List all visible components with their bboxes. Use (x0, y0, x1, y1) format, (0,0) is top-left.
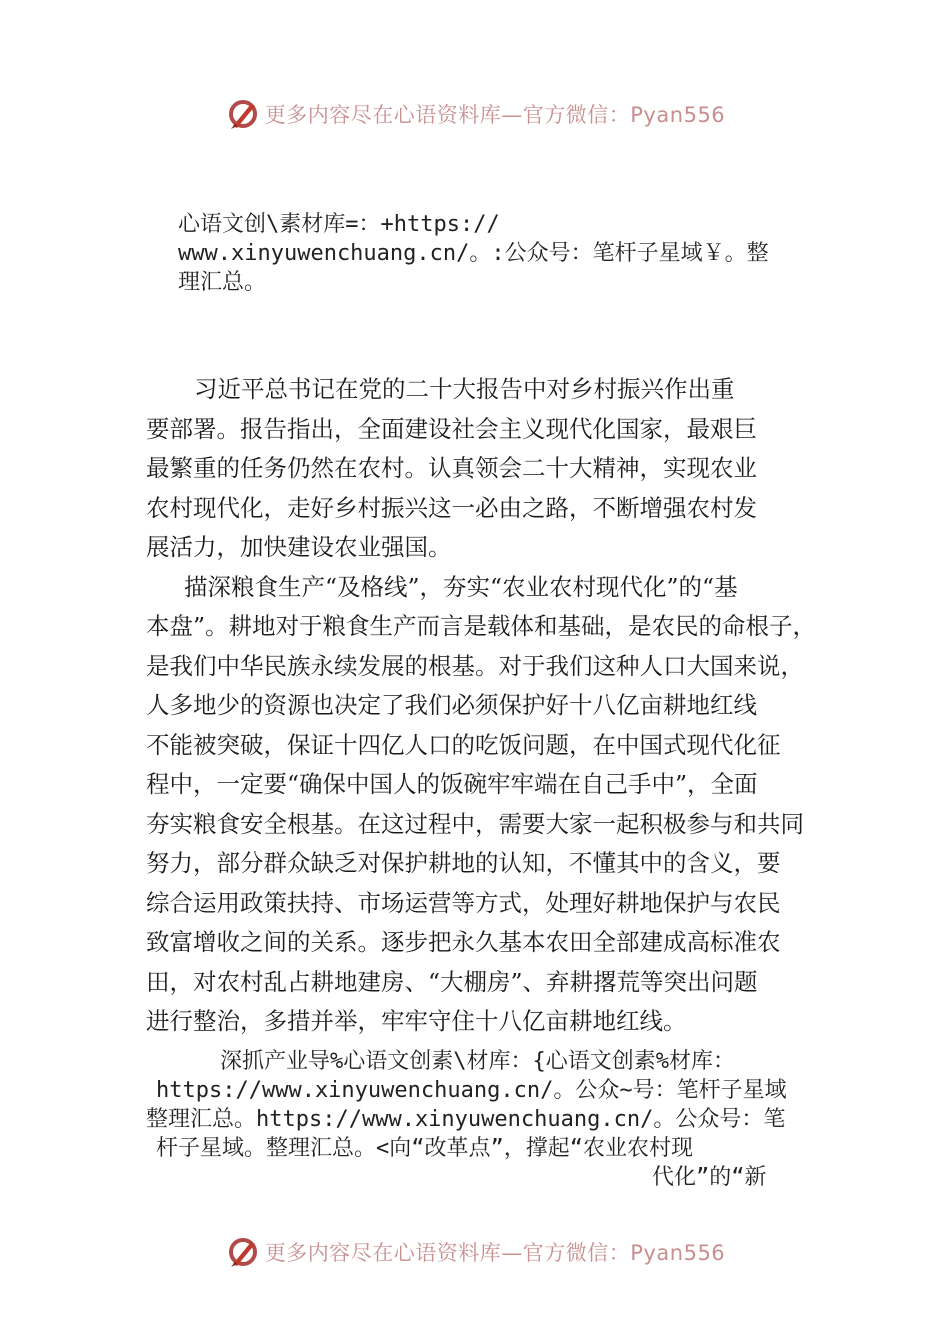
mixed-line: 杆子星域。整理汇总。<向“改革点”，撑起“农业农村现 (156, 1136, 693, 1161)
source-note-line: 理汇总。 (178, 270, 267, 295)
source-note (178, 210, 818, 297)
paragraph-line: 综合运用政策扶持、市场运营等方式，处理好耕地保护与农民 (146, 888, 781, 917)
quill-logo-icon (225, 96, 261, 132)
article-body (146, 370, 836, 1042)
source-note-line: www.xinyuwenchuang.cn/。:公众号：笔杆子星域￥。整 (178, 241, 769, 266)
paragraph-line: 不能被突破，保证十四亿人口的吃饭问题，在中国式现代化征 (146, 730, 781, 759)
mixed-source-paragraph (146, 1047, 816, 1192)
paragraph-line: 是我们中华民族永续发展的根基。对于我们这种人口大国来说， (146, 651, 804, 680)
paragraph-line: 努力，部分群众缺乏对保护耕地的认知，不懂其中的含义，要 (146, 849, 781, 877)
mixed-line: 代化”的“新 (652, 1165, 767, 1190)
mixed-line: https://www.xinyuwenchuang.cn/。公众~号：笔杆子星域 (156, 1078, 787, 1103)
paragraph-line: 展活力，加快建设农业强国。 (146, 533, 452, 561)
source-note-line: 心语文创\素材库=：+https:// (178, 212, 500, 237)
paragraph-line: 进行整治，多措并举，牢牢守住十八亿亩耕地红线。 (146, 1007, 687, 1035)
watermark-text: 更多内容尽在心语资料库—官方微信：Pyan556 (264, 103, 726, 127)
mixed-line: 深抓产业导%心语文创素\材库：{心语文创素%材库： (220, 1049, 735, 1074)
paragraph-line: 农村现代化，走好乡村振兴这一必由之路，不断增强农村发 (146, 493, 757, 522)
quill-logo-icon (225, 1234, 261, 1270)
paragraph-line: 习近平总书记在党的二十大报告中对乡村振兴作出重 (194, 375, 735, 403)
mixed-line: 整理汇总。https://www.xinyuwenchuang.cn/。公众号：笔 (146, 1107, 786, 1132)
paragraph-line: 致富增收之间的关系。逐步把永久基本农田全部建成高标准农 (146, 928, 781, 956)
paragraph-line: 夯实粮食安全根基。在这过程中，需要大家一起积极参与和共同 (146, 809, 804, 838)
footer-watermark-banner (0, 1232, 950, 1272)
header-watermark-banner (0, 94, 950, 134)
paragraph-line: 描深粮食生产“及格线”，夯实“农业农村现代化”的“基 (184, 572, 738, 601)
paragraph-line: 最繁重的任务仍然在农村。认真领会二十大精神，实现农业 (146, 454, 757, 482)
paragraph-line: 本盘”。耕地对于粮食生产而言是载体和基础，是农民的命根子， (146, 612, 817, 640)
paragraph-line: 要部署。报告指出，全面建设社会主义现代化国家，最艰巨 (146, 414, 757, 443)
watermark-text: 更多内容尽在心语资料库—官方微信：Pyan556 (264, 1241, 726, 1265)
paragraph-line: 田，对农村乱占耕地建房、“大棚房”、弃耕撂荒等突出问题 (146, 967, 758, 996)
paragraph-line: 程中，一定要“确保中国人的饭碗牢牢端在自己手中”，全面 (146, 770, 758, 798)
paragraph-line: 人多地少的资源也决定了我们必须保护好十八亿亩耕地红线 (146, 691, 757, 719)
